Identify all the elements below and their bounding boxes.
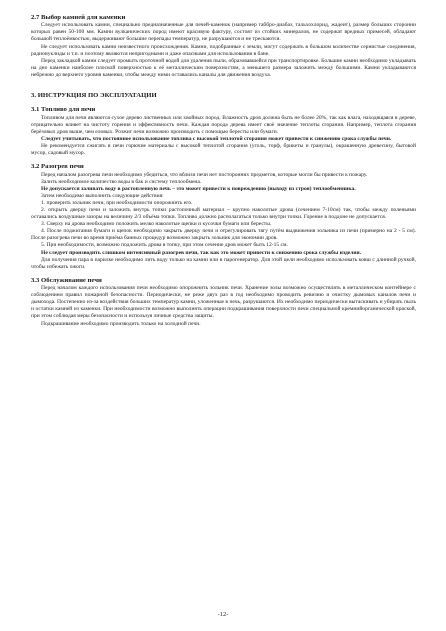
- paragraph: Перед началом каждого использования печи необходимо опорожнить зольник печи. Хранение золы возможно осуществлять в металлическом контейнере с соблюдением правил пожарной безопасности. Периодически, не реже двух раз в год необходимо проводить ревизию и очистку дымовых каналов печи и дымохода. Постепенно из-за воздействия больших температур камни, уложенные в печь, разрушаются. Их необходимо периодически вытаскивать и убирать пыль и остатки камней из каменки. При необходимости возможно выполнять операции подкрашивания поверхности печи специальной кремнийорганической краской, при этом соблюдая меры безопасности и используя личные средства защиты.: [31, 285, 416, 320]
- paragraph: Подкрашивание необходимо производить только на холодной печи.: [41, 320, 201, 327]
- paragraph: Залить необходимое количество воды в бак и систему теплообмена.: [41, 178, 202, 185]
- step-item: 5. При необходимости, возможно подложить дрова в топку, при этом сечение дров может быть 12-15 см.: [41, 242, 288, 249]
- section-2-7-heading: 2.7 Выбор камней для каменки: [31, 14, 126, 21]
- section-3-3-heading: 3.3 Обслуживание печи: [31, 276, 102, 284]
- paragraph: Не рекомендуется сжигать в печи горючие материалы с высокой теплотой сгорания (уголь, торф, брикеты и гранулы), окрашенную древесину, бытовой мусор, садовый мусор.: [31, 143, 416, 157]
- paragraph: Не следует использовать камни неизвестного происхождения. Камни, подобранные с земли, могут содержать в большом количестве сернистые соединения, радионуклиды и т.п. и поэтому являются непригодными и даже опасными для использования в бане.: [31, 43, 416, 57]
- step-item: 1. проверить зольник печи, при необходимости опорожнить его.: [41, 199, 193, 206]
- paragraph: Следует использовать камни, специально предназначенные для печей-каменок (например габбро-диабаз, тальхохлорид, жадеит), размер больших сторонни которых равен 50-100 мм. Камни вулканических пород имеют красивую фактуру, состоят из стойких минералов, не содержат вредных примесей, обладают большой теплоёмкостью, выдерживают большие перепады температур, не разрушаются и не трескаются.: [31, 22, 416, 43]
- step-item: 4. После поджигания бумаги и щепок необходимо закрыть дверцу печи и отрегулировать тягу путём выдвижения зольника из печи (примерно на 2 - 5 см). После разогрева печи во время приёма банных процедур возможно закрыть зольник для экономии дров.: [31, 228, 416, 242]
- paragraph: Перед закладкой камни следует промыть проточной водой для удаления пыли, образовавшейся при транспортировке. Большие камни необходимо укладывать на дно каменки наиболее плоской поверхностью к её металлическим поверхностям, а меньшего размера заложить между большими. Камни укладываются небрежно до верхнего уровня каменки, чтобы между ними оставались каналы для движения воздуха.: [31, 57, 416, 78]
- step-item: 3. Сверху на дрова необходимо положить мелко наколотые щепки и кусочки бумаги или бересты.: [41, 221, 272, 228]
- section-3-heading: 3. ИНСТРУКЦИЯ ПО ЭКСПЛУАТАЦИИ: [31, 92, 157, 100]
- section-3-2-heading: 3.2 Разогрев печи: [31, 163, 84, 171]
- paragraph: Затем необходимо выполнить следующие действия:: [41, 192, 164, 199]
- warning-paragraph: Не допускается заливать воду в растопленную печь – это может привести к повреждению (выходу из строя) теплообменника.: [41, 185, 356, 192]
- warning-paragraph: Следует учитывать, что постоянное использование топлива с высокой теплотой сгорания может привести к снижению срока службы печи.: [41, 135, 392, 142]
- warning-paragraph: Не следует производить слишком интенсивный разогрев печи, так как это может привести к снижению срока службы изделия.: [41, 249, 361, 256]
- paragraph: Топливом для печи являются сухое дерево лиственных или хвойных пород. Влажность дров должна быть не более 20%, так как влага, находящаяся в дереве, отрицательно влияет на чистоту горения и эффективность печи. Каждая порода дерева имеет своё значение теплоты сгорания. Например, теплота сгорания берёзовых дров выше, чем еловых. Розжиг печи возможно производить с помощью бересты или бумаги.: [31, 114, 416, 135]
- page-number: -12-: [217, 611, 229, 618]
- section-3-1-heading: 3.1 Топливо для печи: [31, 106, 96, 114]
- paragraph: Перед началом разогрева печи необходимо убедиться, что вблизи печи нет посторонних предметов, которые могли бы привести к пожару.: [41, 171, 368, 178]
- paragraph: Для получения пара в парилке необходимо лить воду только на камни или в парогенератор. Для этой цели необходимо использовать ковш с длинной ручкой, чтобы избежать ожоги.: [31, 256, 416, 270]
- step-item: 2. открыть дверцу печи и заложить внутрь топки растопочный материал – крупно наколотые дрова (сечением 7-10см) так, чтобы между поленьями оставались воздушные зазоры на величину 2/3 объёма топки. Топливо должно располагаться только внутри топки. Горение в поддоне не допускается.: [31, 206, 416, 221]
